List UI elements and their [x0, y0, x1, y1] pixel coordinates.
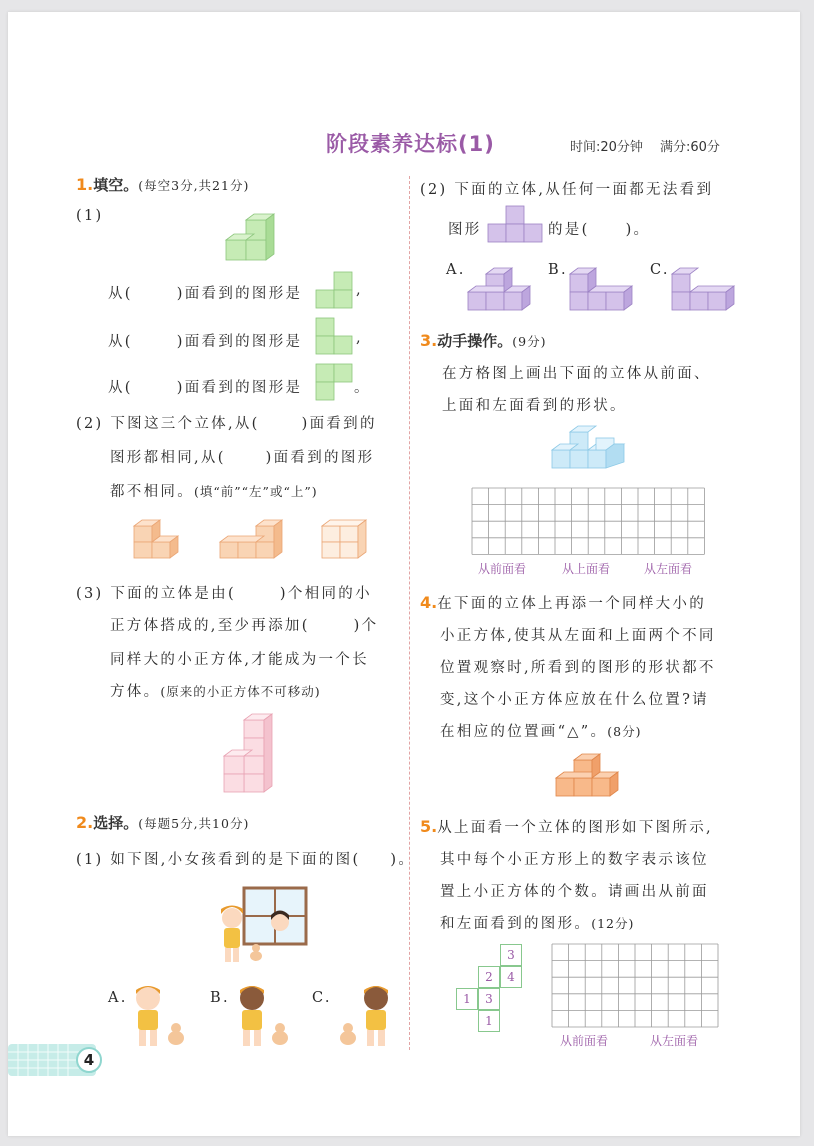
q1-score: (每空3分,共21分): [138, 178, 250, 193]
q4-text-5: 在相应的位置画“△”。: [440, 724, 608, 740]
orange-figure-2: [218, 512, 288, 562]
q2-p2-l2b: 的是(: [548, 222, 590, 238]
q1-p2-l3: 都不相同。: [110, 484, 194, 500]
pink-cube-tower: [218, 706, 284, 798]
top-view-cell: 3: [500, 944, 522, 966]
q5-label-front: 从前面看: [560, 1034, 609, 1048]
q2-score: (每题5分,共10分): [138, 816, 250, 831]
q1-line3: [108, 376, 302, 397]
q1-line3-prefix: 从(: [108, 380, 133, 396]
window-scene-illustration: [214, 882, 310, 968]
q3-heading: 动手操作。: [437, 332, 513, 350]
q2-header: [76, 812, 249, 833]
q5-label-left: 从左面看: [650, 1034, 699, 1048]
q2-part2-line2a: 图形: [448, 222, 482, 238]
q1-p3-hint: (原来的小正方体不可移动): [160, 684, 321, 699]
q2-number: 2.: [76, 813, 94, 832]
q2-p1-a: (1) 如下图,小女孩看到的是下面的图(: [76, 852, 361, 868]
q1-green-cube-figure: [218, 208, 282, 266]
q3-blue-cube-figure: [548, 420, 630, 474]
q3-line1: 在方格图上画出下面的立体从前面、: [442, 366, 711, 382]
q4-text-1: 在下面的立体上再添一个同样大小的: [437, 596, 707, 612]
option-c-boy-image: [334, 980, 398, 1050]
q1-line3-text: )面看到的图形是: [176, 380, 303, 396]
q1-part2-line3: [110, 480, 318, 501]
q2-part2-line2b: [548, 218, 650, 239]
q1-line1-comma: ,: [356, 282, 363, 298]
q2-option-c[interactable]: C.: [312, 990, 332, 1006]
page-number: 4: [76, 1047, 102, 1073]
q5-line2: 其中每个小正方形上的数字表示该位: [440, 852, 709, 868]
q5-line4: [440, 912, 634, 933]
q4-line3: 位置观察时,所看到的图形的形状都不: [440, 660, 716, 676]
q1-p3-l4: 方体。: [110, 684, 161, 700]
q1-part3-line1: [76, 582, 372, 603]
q1-p3-l2b: )个: [353, 618, 379, 634]
q5-line3: 置上小正方体的个数。请画出从前面: [440, 884, 709, 900]
q2-p1-b: )。: [390, 852, 416, 868]
q1-shape-c: [314, 364, 354, 402]
q3-label-top: 从上面看: [562, 562, 611, 576]
q4-line4: 变,这个小正方体应放在什么位置?请: [440, 692, 709, 708]
q2-target-shape: [486, 204, 544, 244]
q2-option-c-figure: [670, 262, 740, 316]
full-score: 满分:60分: [660, 140, 720, 155]
q1-p3-l1b: )个相同的小: [279, 586, 372, 602]
q3-label-left: 从左面看: [644, 562, 693, 576]
q1-line2-text: )面看到的图形是: [176, 334, 303, 350]
q1-part3-line3: 同样大的小正方体,才能成为一个长: [110, 652, 369, 668]
q2-p2-option-b[interactable]: B.: [548, 262, 568, 278]
q2-heading: 选择。: [93, 814, 139, 832]
orange-figure-1: [132, 512, 192, 562]
q1-line3-period: 。: [354, 380, 371, 396]
q5-drawing-grid[interactable]: [552, 944, 720, 1028]
q1-p2-l1a: (2) 下图这三个立体,从(: [76, 416, 260, 432]
q1-p2-hint: (填“前”“左”或“上”): [194, 484, 318, 499]
orange-figure-3: [320, 512, 376, 562]
q1-header: [76, 174, 249, 195]
q5-score: (12分): [591, 916, 635, 931]
q5-text-1: 从上面看一个立体的图形如下图所示,: [437, 820, 713, 836]
q4-line5: [440, 720, 642, 741]
column-divider: [409, 176, 410, 1050]
q4-score: (8分): [607, 724, 642, 739]
q5-text-4: 和左面看到的图形。: [440, 916, 592, 932]
q2-p2-l2c: )。: [625, 222, 651, 238]
q4-number: 4.: [420, 593, 438, 612]
top-view-cell: 3: [478, 988, 500, 1010]
q1-p2-l1b: )面看到的: [301, 416, 377, 432]
q3-drawing-grid[interactable]: [472, 488, 706, 558]
q2-p2-option-c[interactable]: C.: [650, 262, 670, 278]
q1-part2-line1: [76, 412, 377, 433]
q1-line2-prefix: 从(: [108, 334, 133, 350]
q5-number: 5.: [420, 817, 438, 836]
q1-p2-l2a: 图形都相同,从(: [110, 450, 226, 466]
q2-part2-line1: (2) 下面的立体,从任何一面都无法看到: [420, 182, 714, 198]
q1-line1-text: )面看到的图形是: [176, 286, 303, 302]
top-view-cell: 1: [456, 988, 478, 1010]
q5-line1: [420, 816, 713, 837]
q3-score: (9分): [512, 334, 547, 349]
q2-option-a[interactable]: A.: [108, 990, 128, 1006]
q1-line1-prefix: 从(: [108, 286, 133, 302]
top-view-cell: 2: [478, 966, 500, 988]
option-a-boy-image: [126, 980, 190, 1050]
q2-option-a-figure: [466, 262, 532, 316]
q2-part1: [76, 848, 415, 869]
q3-label-front: 从前面看: [478, 562, 527, 576]
q4-orange-cube-figure[interactable]: [552, 752, 620, 800]
q1-shape-b: [314, 318, 354, 356]
q1-part3-line2: [110, 614, 378, 635]
top-view-cell: 4: [500, 966, 522, 988]
q2-p2-option-a[interactable]: A.: [446, 262, 466, 278]
q1-heading: 填空。: [93, 176, 139, 194]
q1-p3-l1a: (3) 下面的立体是由(: [76, 586, 236, 602]
q4-line1: [420, 592, 706, 613]
q2-option-b-figure: [568, 262, 638, 316]
q1-line2-comma: ,: [356, 330, 363, 346]
q1-line2: [108, 330, 302, 351]
q1-line1: [108, 282, 302, 303]
q4-line2: 小正方体,使其从左面和上面两个不同: [440, 628, 716, 644]
option-b-boy-image: [230, 980, 294, 1050]
page-title: 阶段素养达标(1): [326, 132, 495, 156]
q3-line2: 上面和左面看到的形状。: [442, 398, 627, 414]
q1-part3-line4: [110, 680, 321, 701]
time-limit: 时间:20分钟: [570, 140, 643, 155]
q1-p2-l2b: )面看到的图形: [265, 450, 375, 466]
q3-number: 3.: [420, 331, 438, 350]
q2-option-b[interactable]: B.: [210, 990, 230, 1006]
q1-part1-label: (1): [76, 208, 104, 224]
q3-header: [420, 330, 546, 351]
worksheet-page: [8, 12, 800, 1136]
q1-number: 1.: [76, 175, 94, 194]
q1-part2-line2: [110, 446, 374, 467]
q5-top-view: [454, 944, 526, 1034]
q1-shape-a: [314, 272, 354, 308]
q1-p3-l2a: 正方体搭成的,至少再添加(: [110, 618, 310, 634]
top-view-cell: 1: [478, 1010, 500, 1032]
